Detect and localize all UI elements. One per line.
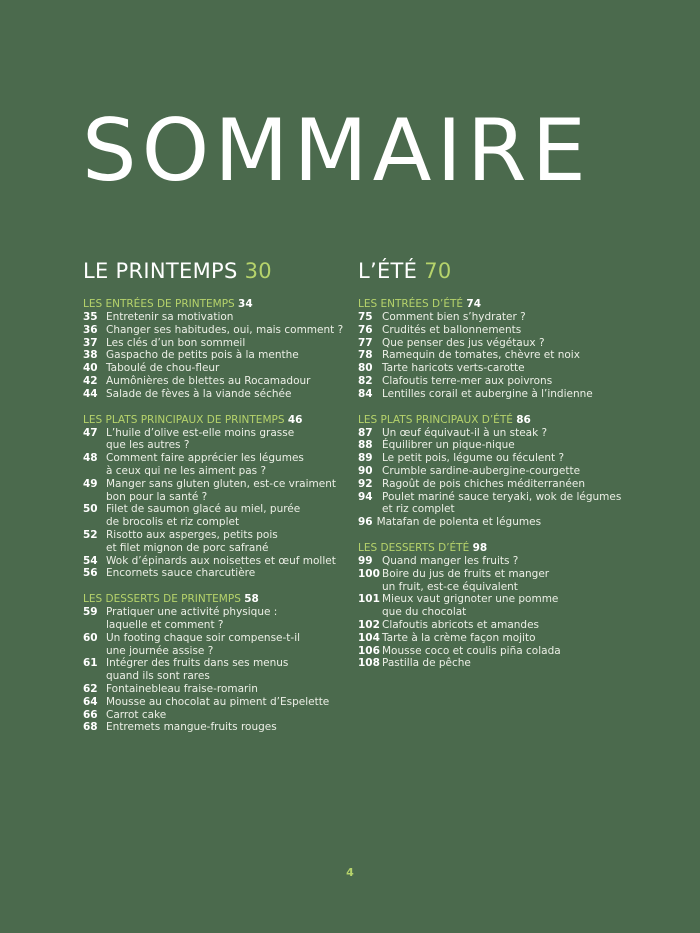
- entry-title: Mousse coco et coulis piña colada: [382, 644, 561, 657]
- entry-title: Encornets sauce charcutière: [106, 567, 256, 580]
- entry-page-number: 108: [358, 657, 380, 670]
- entry-title: Lentilles corail et aubergine à l’indienne: [382, 387, 593, 400]
- toc-entry[interactable]: [83, 503, 363, 529]
- entry-page-number: 38: [83, 349, 98, 362]
- season-title: LE PRINTEMPS: [83, 259, 238, 283]
- section-page: 34: [238, 298, 253, 310]
- section-title: LES PLATS PRINCIPAUX DE PRINTEMPS: [83, 413, 285, 426]
- entry-page-number: 90: [358, 464, 373, 477]
- entry-page-number: 37: [83, 336, 98, 349]
- column-summer: [358, 258, 638, 683]
- toc-entry[interactable]: [358, 439, 638, 452]
- section-heading[interactable]: [83, 593, 363, 606]
- entry-title: Mieux vaut grignoter une pomme que du chocolat: [382, 593, 559, 619]
- toc-entry[interactable]: [358, 311, 638, 324]
- page-number: 4: [346, 866, 354, 879]
- entry-title: Entretenir sa motivation: [106, 311, 234, 323]
- toc-entry[interactable]: [83, 606, 363, 632]
- entry-page-number: 56: [83, 567, 98, 580]
- toc-entry[interactable]: [83, 375, 363, 388]
- entry-title: Salade de fèves à la viande séchée: [106, 387, 292, 400]
- entry-page-number: 84: [358, 387, 373, 400]
- entry-page-number: 87: [358, 426, 373, 439]
- entry-title: Un footing chaque soir compense-t-il une journée assise ?: [106, 631, 301, 657]
- toc-entry[interactable]: [83, 567, 363, 580]
- entry-title: Intégrer des fruits dans ses menus quand ils sont rares: [106, 657, 289, 683]
- entry-page-number: 104: [358, 631, 380, 644]
- toc-entry[interactable]: [83, 709, 363, 722]
- toc-entry[interactable]: [83, 696, 363, 709]
- entry-title: Taboulé de chou-fleur: [106, 362, 220, 375]
- entry-page-number: 92: [358, 477, 373, 490]
- entry-title: Crudités et ballonnements: [382, 323, 522, 336]
- toc-entry[interactable]: [358, 619, 638, 632]
- entry-title: Que penser des jus végétaux ?: [382, 336, 545, 349]
- season-heading: [83, 258, 363, 284]
- entry-title: Changer ses habitudes, oui, mais comment ?: [106, 323, 344, 336]
- entry-title: Clafoutis abricots et amandes: [382, 618, 540, 631]
- entry-page-number: 68: [83, 721, 98, 734]
- entry-title: Ragoût de pois chiches méditerranéen: [382, 477, 585, 490]
- section-title: LES DESSERTS DE PRINTEMPS: [83, 593, 241, 606]
- section-heading[interactable]: [358, 298, 638, 311]
- entry-page-number: 66: [83, 708, 98, 721]
- toc-entry[interactable]: [358, 375, 638, 388]
- entry-title: Ramequin de tomates, chèvre et noix: [382, 349, 580, 362]
- toc-entry[interactable]: [83, 529, 363, 555]
- entry-page-number: 50: [83, 503, 98, 516]
- toc-entry[interactable]: [358, 362, 638, 375]
- entry-page-number: 77: [358, 336, 373, 349]
- section-page: 58: [244, 593, 259, 606]
- entry-page-number: 76: [358, 323, 373, 336]
- entry-title: L’huile d’olive est-elle moins grasse que les autres ?: [106, 426, 295, 452]
- entry-title: Pratiquer une activité physique : laquelle et comment ?: [106, 606, 278, 631]
- section-heading[interactable]: [358, 414, 638, 427]
- entry-title: Équilibrer un pique-nique: [382, 439, 515, 452]
- entry-title: Comment bien s’hydrater ?: [382, 311, 526, 323]
- entry-title: Comment faire apprécier les légumes à ceux qui ne les aiment pas ?: [106, 452, 304, 477]
- toc-entry[interactable]: [358, 516, 638, 529]
- entry-page-number: 61: [83, 657, 98, 670]
- entry-page-number: 40: [83, 362, 98, 375]
- entry-title: Fontainebleau fraise-romarin: [106, 682, 258, 695]
- toc-section: [83, 593, 363, 734]
- entry-page-number: 48: [83, 452, 98, 465]
- toc-entry[interactable]: [83, 721, 363, 734]
- section-heading[interactable]: [83, 298, 363, 311]
- entry-page-number: 96: [358, 516, 373, 529]
- entry-title: Les clés d’un bon sommeil: [106, 336, 246, 349]
- entry-page-number: 42: [83, 374, 98, 387]
- entry-page-number: 54: [83, 554, 98, 567]
- entry-page-number: 64: [83, 695, 98, 708]
- entry-page-number: 62: [83, 682, 98, 695]
- toc-entry[interactable]: [83, 362, 363, 375]
- entry-title: Gaspacho de petits pois à la menthe: [106, 349, 299, 362]
- toc-section: [83, 414, 363, 581]
- toc-entry[interactable]: [358, 593, 638, 619]
- toc-entry[interactable]: [83, 555, 363, 568]
- section-page: 46: [287, 413, 303, 426]
- toc-entry[interactable]: [358, 427, 638, 440]
- entry-page-number: 44: [83, 387, 98, 400]
- entry-page-number: 47: [83, 426, 98, 439]
- toc-entry[interactable]: [83, 349, 363, 362]
- entry-title: Un œuf équivaut-il à un steak ?: [382, 426, 548, 439]
- toc-entry[interactable]: [83, 324, 363, 337]
- section-title: LES ENTRÉES D’ÉTÉ: [358, 298, 464, 310]
- toc-entry[interactable]: [83, 657, 363, 683]
- entry-title: Carrot cake: [106, 708, 167, 721]
- entry-page-number: 94: [358, 490, 373, 503]
- entry-title: Mousse au chocolat au piment d’Espelette: [106, 695, 330, 708]
- section-page: 74: [466, 298, 482, 310]
- toc-entry[interactable]: [358, 555, 638, 568]
- entry-title: Le petit pois, légume ou féculent ?: [382, 452, 565, 465]
- toc-entry[interactable]: [83, 427, 363, 453]
- toc-entry[interactable]: [358, 478, 638, 491]
- toc-entry[interactable]: [83, 478, 363, 504]
- entry-title: Aumônières de blettes au Rocamadour: [106, 374, 311, 387]
- entry-title: Matafan de polenta et légumes: [376, 516, 542, 529]
- toc-entry[interactable]: [358, 452, 638, 465]
- entry-page-number: 52: [83, 528, 98, 541]
- section-heading[interactable]: [358, 542, 638, 555]
- toc-entry[interactable]: [83, 452, 363, 478]
- section-title: LES ENTRÉES DE PRINTEMPS: [83, 298, 235, 310]
- toc-entry[interactable]: [358, 645, 638, 658]
- entry-title: Poulet mariné sauce teryaki, wok de légumes et riz complet: [382, 490, 622, 516]
- entry-title: Clafoutis terre-mer aux poivrons: [382, 374, 553, 387]
- toc-entry[interactable]: [358, 349, 638, 362]
- entry-title: Filet de saumon glacé au miel, purée de brocolis et riz complet: [106, 503, 301, 529]
- section-page: 98: [472, 541, 488, 554]
- entry-title: Boire du jus de fruits et manger un fruit, est-ce équivalent: [382, 567, 550, 593]
- toc-section: [358, 542, 638, 670]
- toc-entry[interactable]: [83, 683, 363, 696]
- entry-page-number: 49: [83, 477, 98, 490]
- season-heading: [358, 258, 638, 284]
- entry-page-number: 78: [358, 349, 373, 362]
- toc-entry[interactable]: [358, 657, 638, 670]
- entry-page-number: 75: [358, 311, 373, 323]
- toc-entry[interactable]: [358, 337, 638, 350]
- section-heading[interactable]: [83, 414, 363, 427]
- toc-entry[interactable]: [358, 465, 638, 478]
- entry-page-number: 36: [83, 323, 98, 336]
- entry-page-number: 101: [358, 593, 380, 606]
- toc-entry[interactable]: [358, 388, 638, 401]
- entry-title: Tarte à la crème façon mojito: [382, 631, 536, 644]
- entry-title: Tarte haricots verts-carotte: [382, 362, 525, 375]
- season-page: 70: [424, 259, 452, 283]
- entry-page-number: 99: [358, 554, 373, 567]
- toc-entry[interactable]: [83, 632, 363, 658]
- entry-title: Pastilla de pêche: [382, 657, 471, 670]
- entry-page-number: 106: [358, 644, 380, 657]
- section-page: 86: [516, 413, 531, 426]
- entry-page-number: 88: [358, 439, 373, 452]
- toc-entry[interactable]: [83, 337, 363, 350]
- entry-page-number: 35: [83, 311, 98, 323]
- entry-title: Manger sans gluten gluten, est-ce vraiment bon pour la santé ?: [106, 477, 336, 503]
- section-title: LES PLATS PRINCIPAUX D’ÉTÉ: [358, 413, 513, 426]
- toc-entry[interactable]: [83, 388, 363, 401]
- toc-entry[interactable]: [83, 311, 363, 324]
- entry-page-number: 102: [358, 618, 380, 631]
- section-title: LES DESSERTS D’ÉTÉ: [358, 541, 470, 554]
- column-spring: [83, 258, 363, 747]
- entry-page-number: 100: [358, 567, 380, 580]
- entry-page-number: 89: [358, 452, 373, 465]
- entry-title: Risotto aux asperges, petits pois et filet mignon de porc safrané: [106, 528, 278, 554]
- entry-page-number: 59: [83, 606, 98, 619]
- entry-page-number: 80: [358, 362, 373, 375]
- entry-title: Crumble sardine-aubergine-courgette: [382, 464, 581, 477]
- season-title: L’ÉTÉ: [358, 259, 418, 283]
- toc-entry[interactable]: [358, 568, 638, 594]
- toc-entry[interactable]: [358, 491, 638, 517]
- entry-title: Quand manger les fruits ?: [382, 554, 519, 567]
- page-title: SOMMAIRE: [82, 101, 591, 201]
- toc-section: [358, 298, 638, 401]
- toc-section: [83, 298, 363, 401]
- toc-section: [358, 414, 638, 529]
- entry-page-number: 60: [83, 631, 98, 644]
- season-page: 30: [244, 259, 272, 283]
- toc-entry[interactable]: [358, 632, 638, 645]
- toc-entry[interactable]: [358, 324, 638, 337]
- entry-title: Entremets mangue-fruits rouges: [106, 721, 277, 734]
- entry-page-number: 82: [358, 374, 373, 387]
- entry-title: Wok d’épinards aux noisettes et œuf mollet: [106, 554, 336, 567]
